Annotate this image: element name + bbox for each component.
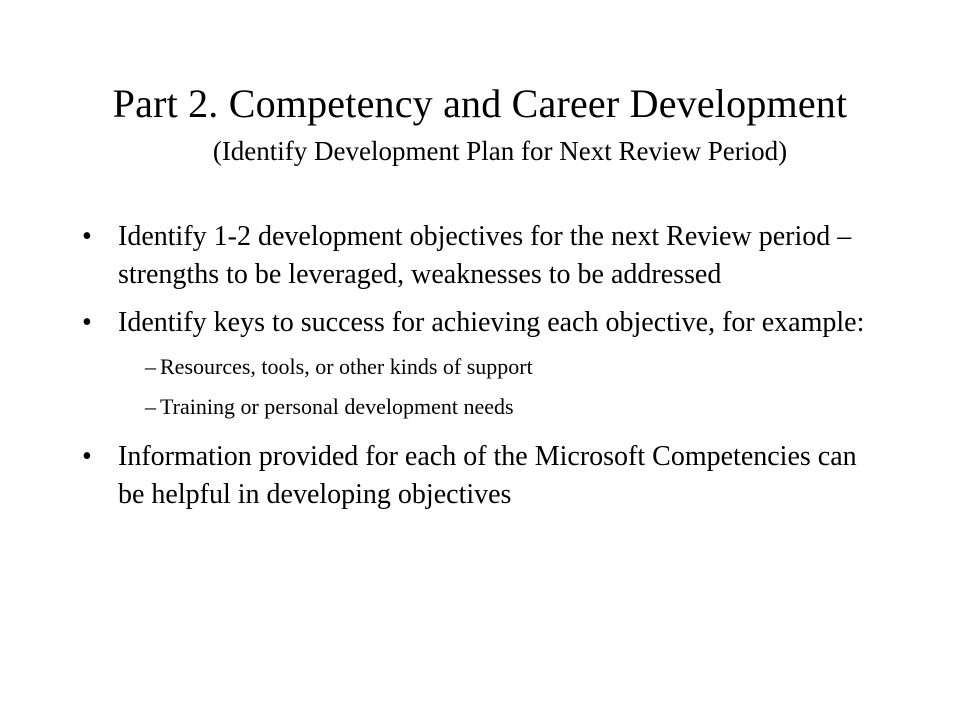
bullet-marker: • — [82, 307, 92, 338]
slide-title: Part 2. Competency and Career Development — [112, 81, 848, 126]
bullet-item — [82, 218, 882, 294]
slide-subtitle: (Identify Development Plan for Next Review Period) — [212, 136, 788, 166]
dash-marker: – — [145, 354, 156, 379]
sub-bullet-text: Resources, tools, or other kinds of support — [160, 354, 533, 379]
bullet-marker: • — [82, 221, 92, 252]
bullet-item — [82, 438, 882, 514]
sub-bullet-list — [82, 352, 882, 422]
sub-bullet-text: Training or personal development needs — [160, 394, 514, 419]
bullet-marker: • — [82, 441, 92, 472]
bullet-text: Information provided for each of the Microsoft Competencies can be helpful in developing objectives — [118, 441, 857, 510]
slide-title-block — [0, 78, 960, 168]
sub-bullet-item — [82, 352, 882, 382]
bullet-list — [82, 218, 882, 524]
dash-marker: – — [145, 394, 156, 419]
bullet-text: Identify 1-2 development objectives for the next Review period – strengths to be leveraged, weaknesses to be addressed — [118, 221, 852, 290]
bullet-text: Identify keys to success for achieving each objective, for example: — [118, 307, 865, 338]
sub-bullet-item — [82, 392, 882, 422]
bullet-item — [82, 304, 882, 342]
